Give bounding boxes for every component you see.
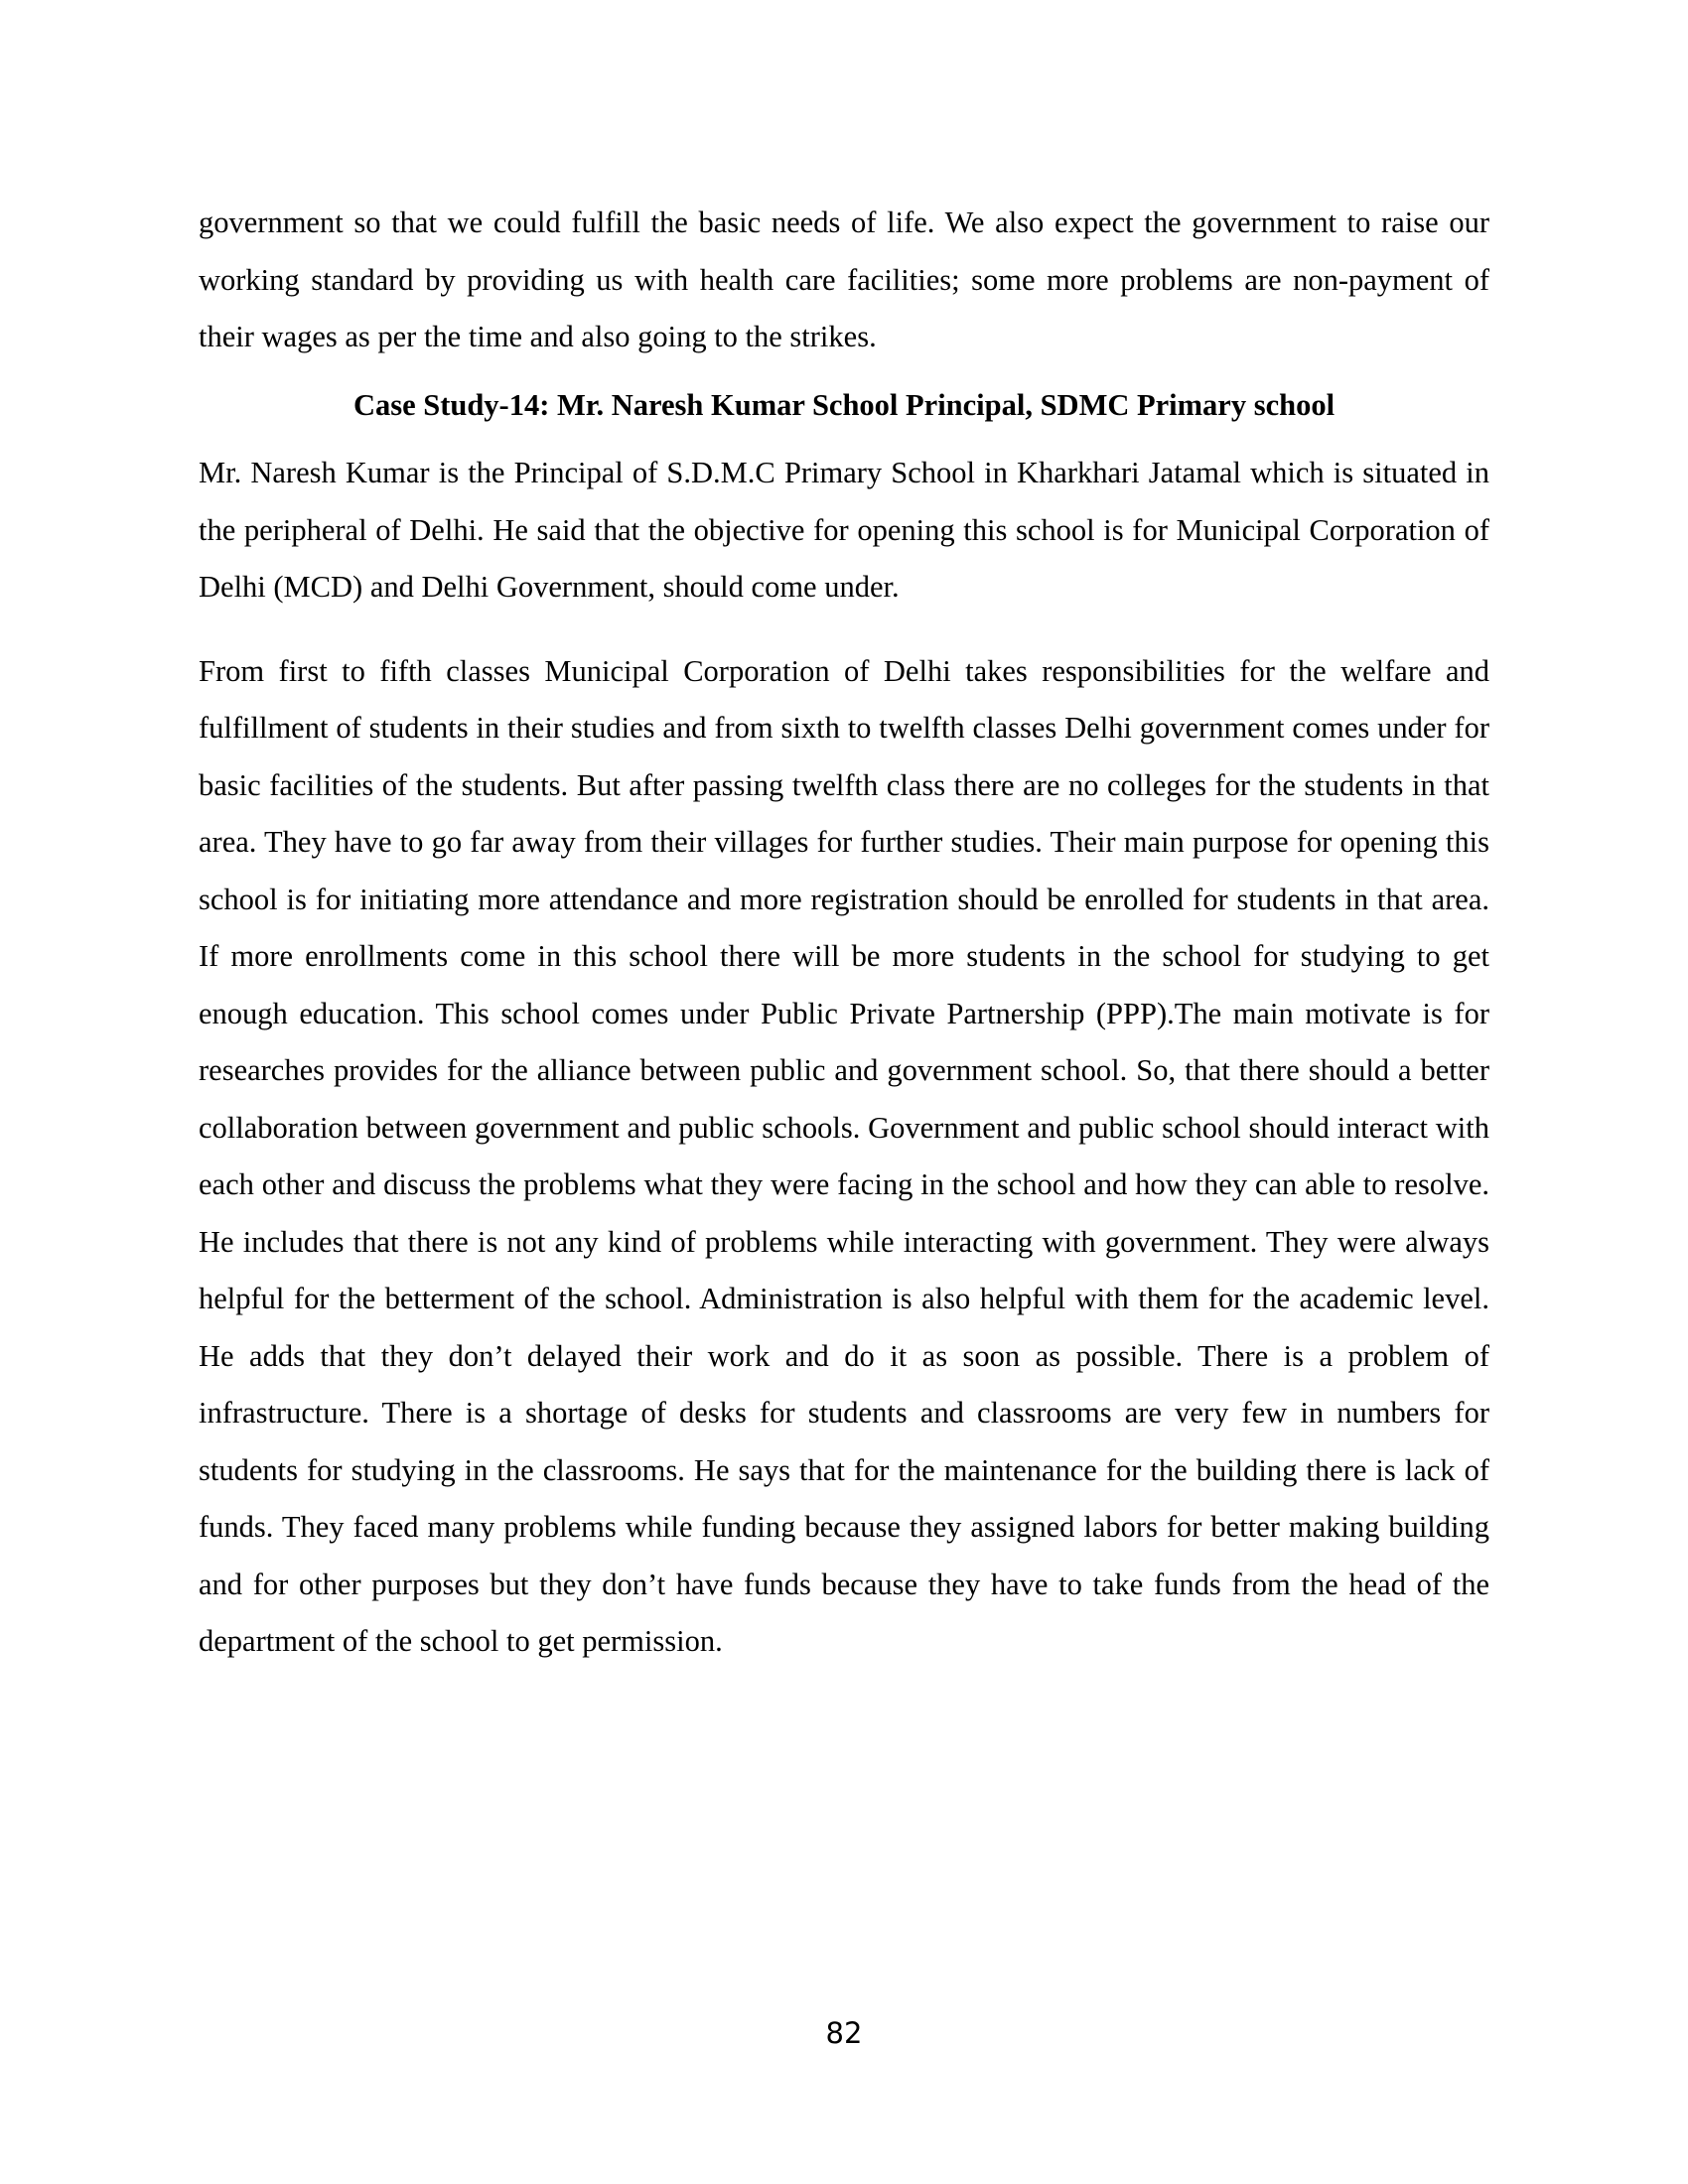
- body-paragraph: From first to fifth classes Municipal Corporation of Delhi takes responsibilities for the welfare and fulfillment of students in their studies and from sixth to twelfth classes Delhi government comes under for basic facilities of the students. But after passing twelfth class there are no colleges for the students in that area. They have to go far away from their villages for further studies. Their main purpose for opening this school is for initiating more attendance and more registration should be enrolled for students in that area. If more enrollments come in this school there will be more students in the school for studying to get enough education. This school comes under Public Private Partnership (PPP).The main motivate is for researches provides for the alliance between public and government school. So, that there should a better collaboration between government and public schools. Government and public school should interact with each other and discuss the problems what they were facing in the school and how they can able to resolve. He includes that there is not any kind of problems while interacting with government. They were always helpful for the betterment of the school. Administration is also helpful with them for the academic level. He adds that they don’t delayed their work and do it as soon as possible. There is a problem of infrastructure. There is a shortage of desks for students and classrooms are very few in numbers for students for studying in the classrooms. He says that for the maintenance for the building there is lack of funds. They faced many problems while funding because they assigned labors for better making building and for other purposes but they don’t have funds because they have to take funds from the head of the department of the school to get permission.: [199, 653, 1489, 1658]
- document-page: [199, 195, 1489, 1671]
- case-study-heading: Case Study-14: Mr. Naresh Kumar School Principal, SDMC Primary school: [352, 387, 1336, 422]
- page-number: 82: [825, 2016, 863, 2050]
- intro-paragraph: Mr. Naresh Kumar is the Principal of S.D.M.C Primary School in Kharkhari Jatamal which is situated in the peripheral of Delhi. He said that the objective for opening this school is for Municipal Corporation of Delhi (MCD) and Delhi Government, should come under.: [199, 456, 1489, 604]
- continued-paragraph: government so that we could fulfill the basic needs of life. We also expect the government to raise our working standard by providing us with health care facilities; some more problems are non-payment of their wages as per the time and also going to the strikes.: [199, 205, 1489, 353]
